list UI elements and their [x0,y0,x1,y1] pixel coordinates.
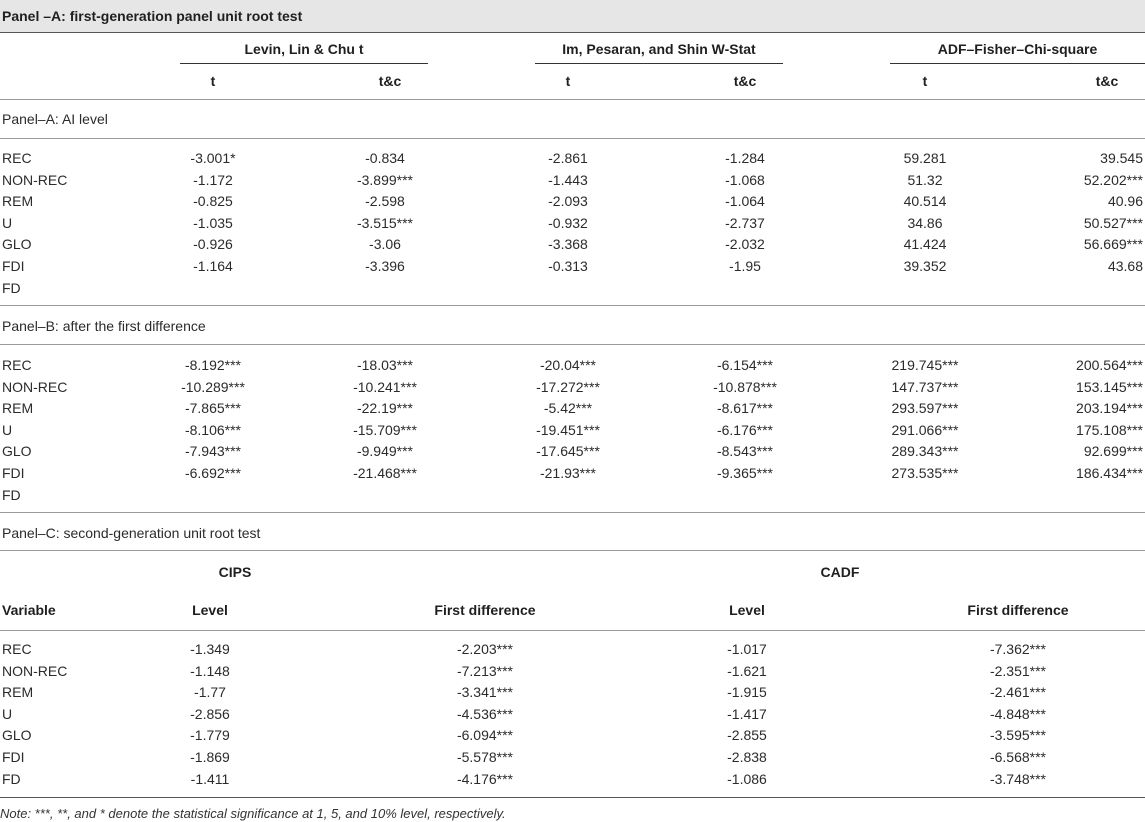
table-cell: 153.145*** [1076,378,1143,395]
row-variable: NON-REC [2,378,68,395]
table-cell: -8.617*** [716,400,774,417]
table-cell: -3.515*** [356,214,414,231]
subheader-5: t&c [1095,73,1119,89]
row-variable: FD [2,279,21,296]
subheader-2: t [565,73,571,89]
table-cell: -1.869 [190,749,230,765]
table-cell: -20.04*** [539,357,597,373]
table-cell: 219.745*** [891,357,959,373]
row-variable: NON-REC [2,171,68,188]
row-variable: FD [2,486,21,503]
table-cell: 43.68 [1107,258,1143,274]
table-cell: 51.32 [907,171,943,188]
table-cell: -4.536*** [456,705,514,722]
table-cell: -7.865*** [184,400,242,417]
row-variable: U [2,421,13,438]
table-cell: -0.825 [193,193,233,210]
subheader-4: t [922,73,928,89]
row-variable: GLO [2,727,32,744]
table-cell: -3.396 [365,258,405,274]
row-variable: FDI [2,258,25,274]
table-cell: -1.148 [190,662,230,679]
table-cell: -0.926 [193,236,233,253]
table-cell: -1.064 [725,193,765,210]
table-cell: -1.443 [548,171,588,188]
table-cell: -10.289*** [181,378,245,395]
rule-after-panel-c-label [0,550,1145,551]
table-cell: -7.213*** [456,662,514,679]
row-variable: REM [2,684,34,701]
table-cell: -4.176*** [456,770,514,787]
table-cell: -2.351*** [989,662,1047,679]
subheader-0: t [210,73,216,89]
group-header-cadf: CADF [820,564,860,580]
table-cell: -1.068 [725,171,765,188]
table-cell: -15.709*** [353,421,417,438]
table-cell: -0.932 [548,214,588,231]
rule-after-panel-b [0,512,1145,513]
table-cell: -1.621 [727,662,767,679]
table-note: Note: ***, **, and * denote the statistical significance at 1, 5, and 10% level, respectively. [0,806,506,821]
table-cell: -17.272*** [536,378,600,395]
table-cell: -17.645*** [536,443,600,460]
table-cell: 203.194*** [1076,400,1143,417]
row-variable: U [2,705,13,722]
table-cell: -10.878*** [713,378,777,395]
table-cell: 200.564*** [1076,357,1143,373]
table-cell: -8.192*** [184,357,242,373]
table-cell: 34.86 [907,214,943,231]
panel-b-label: Panel–B: after the first difference [2,318,206,334]
table-cell: 56.669*** [1083,236,1143,253]
table-cell: 39.352 [903,258,947,274]
col-header-cips-level: Level [192,602,228,618]
table-cell: -2.032 [725,236,765,253]
panel-a-label: Panel–A: AI level [2,111,108,127]
table-cell: 41.424 [903,236,947,253]
group-header-cips: CIPS [218,564,252,580]
table-cell: -6.692*** [184,465,242,481]
col-header-variable: Variable [2,602,56,618]
table-cell: 293.597*** [891,400,959,417]
table-cell: -6.568*** [989,749,1047,765]
table-cell: -1.417 [727,705,767,722]
subheader-1: t&c [378,73,402,89]
table-cell: -2.856 [190,705,230,722]
table-cell: -22.19*** [356,400,414,417]
group-header-ips: Im, Pesaran, and Shin W-Stat [562,41,756,57]
table-cell: 186.434*** [1076,465,1143,481]
rule-after-panel-a [0,305,1145,306]
col-header-cadf-level: Level [729,602,765,618]
rule-after-second-gen-header [0,630,1145,631]
table-cell: -18.03*** [356,357,414,373]
table-cell: -1.172 [193,171,233,188]
table-cell: -1.77 [194,684,226,701]
row-variable: REM [2,193,34,210]
table-cell: -5.42*** [543,400,593,417]
table-cell: -21.468*** [353,465,417,481]
table-cell: 92.699*** [1083,443,1143,460]
subheader-3: t&c [733,73,757,89]
table-cell: -21.93*** [539,465,597,481]
table-cell: -0.834 [365,150,405,166]
table-cell: 289.343*** [891,443,959,460]
table-cell: -2.737 [725,214,765,231]
group-rule-adf [890,63,1145,64]
rule-bottom [0,797,1145,798]
table-cell: -10.241*** [353,378,417,395]
row-variable: REC [2,150,32,166]
table-cell: -1.95 [729,258,761,274]
table-cell: -1.284 [725,150,765,166]
table-cell: -1.017 [727,641,767,657]
table-cell: -6.094*** [456,727,514,744]
row-variable: FD [2,770,21,787]
table-cell: -3.368 [548,236,588,253]
table-cell: -3.06 [369,236,401,253]
row-variable: FDI [2,749,25,765]
table-cell: -5.578*** [456,749,514,765]
row-variable: FDI [2,465,25,481]
panel-c-label: Panel–C: second-generation unit root test [2,525,261,541]
col-header-cadf-first-difference: First difference [967,602,1069,618]
row-variable: GLO [2,236,32,253]
row-variable: NON-REC [2,662,68,679]
table-cell: -8.543*** [716,443,774,460]
table-cell: -2.838 [727,749,767,765]
table-cell: -2.203*** [456,641,514,657]
table-cell: -1.915 [727,684,767,701]
table-cell: -8.106*** [184,421,242,438]
table-cell: -19.451*** [536,421,600,438]
table-cell: 273.535*** [891,465,959,481]
table-cell: 50.527*** [1083,214,1143,231]
table-cell: -1.035 [193,214,233,231]
rule-top [0,32,1145,33]
table-cell: 40.514 [903,193,947,210]
table-cell: 147.737*** [891,378,959,395]
table-cell: -2.861 [548,150,588,166]
rule-after-subheads [0,99,1145,100]
row-variable: U [2,214,13,231]
table-cell: -7.362*** [989,641,1047,657]
table-cell: -1.164 [193,258,233,274]
table-title: Panel –A: first-generation panel unit root test [0,0,1145,32]
table-cell: -3.001* [190,150,236,166]
table-cell: -2.461*** [989,684,1047,701]
table-cell: -6.154*** [716,357,774,373]
group-rule-llc [180,63,428,64]
rule-after-panel-a-label [0,138,1145,139]
table-cell: -2.855 [727,727,767,744]
table-cell: -2.598 [365,193,405,210]
col-header-cips-first-difference: First difference [434,602,536,618]
rule-after-panel-b-label [0,344,1145,345]
group-header-llc: Levin, Lin & Chu t [244,41,364,57]
table-cell: 52.202*** [1083,171,1143,188]
table-cell: -1.086 [727,770,767,787]
table-cell: -3.899*** [356,171,414,188]
table-cell: 175.108*** [1076,421,1143,438]
table-cell: -1.779 [190,727,230,744]
table-cell: -9.949*** [356,443,414,460]
table-cell: 39.545 [1100,150,1143,166]
table-cell: -3.748*** [989,770,1047,787]
row-variable: REM [2,400,34,417]
table-cell: -9.365*** [716,465,774,481]
table-cell: -3.341*** [456,684,514,701]
table-cell: -0.313 [548,258,588,274]
row-variable: GLO [2,443,32,460]
table-cell: 40.96 [1107,193,1143,210]
table-cell: -2.093 [548,193,588,210]
row-variable: REC [2,641,32,657]
table-cell: -3.595*** [989,727,1047,744]
group-rule-ips [535,63,783,64]
table-cell: 59.281 [903,150,947,166]
table-cell: -6.176*** [716,421,774,438]
table-cell: -4.848*** [989,705,1047,722]
row-variable: REC [2,357,32,373]
table-cell: -1.349 [190,641,230,657]
table-cell: 291.066*** [891,421,959,438]
table-cell: -1.411 [190,770,230,787]
table-cell: -7.943*** [184,443,242,460]
group-header-adf: ADF–Fisher–Chi-square [937,41,1098,57]
